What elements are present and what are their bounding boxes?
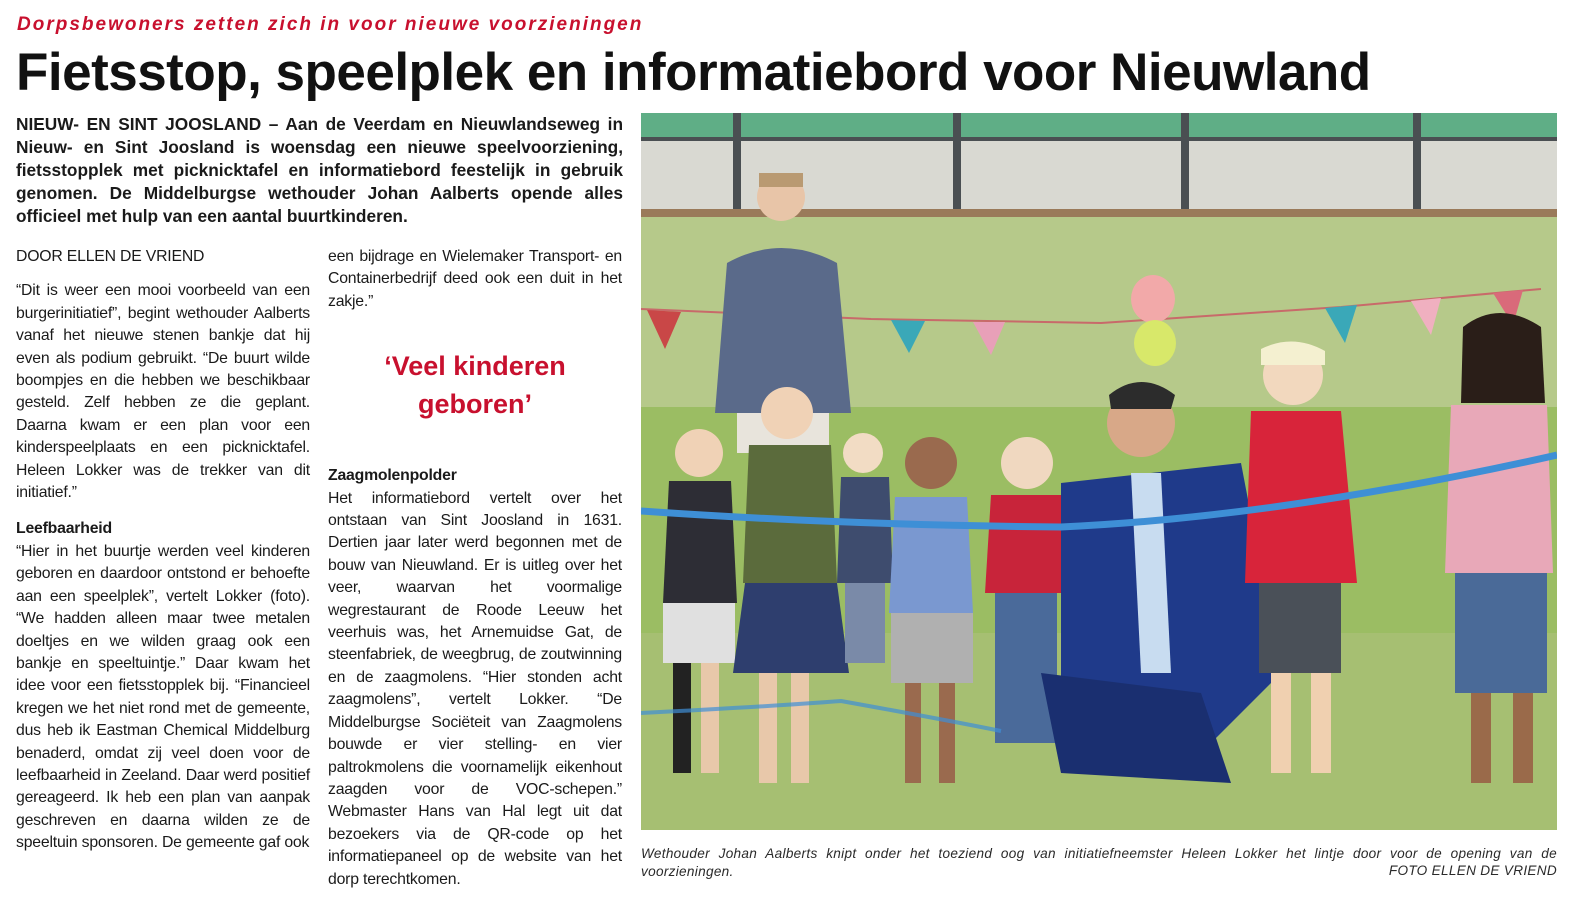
pull-quote-line: ‘Veel kinderen — [384, 351, 566, 382]
news-photo — [641, 113, 1557, 830]
photo-caption: Wethouder Johan Aalberts knipt onder het toeziend oog van initiatiefneemster Heleen Lokker het lintje door voor de opening van de voorzieningen. — [641, 846, 1557, 879]
paragraph: Het informatiebord vertelt over het ontstaan van Sint Joosland in 1631. Dertien jaar later werd begonnen met de bouw van Nieuwland. Er is uitleg over het veer, waarvan het voormalige wegrestaurant de Roode Leeuw het veerhuis was, het Arnemuidse Gat, de steenfabriek, de weegbrug, de zoutwinning en de zaagmolens. “Hier stonden acht zaagmolens”, vertelt Lokker. “De Middelburgse Sociëteit van Zaagmolens bouwde er vier stelling- en vier paltrokmolens die voornamelijk eikenhout zaagden voor de VOC-schepen.” Webmaster Hans van Hal legt uit dat bezoekers via de QR-code op het informatiepaneel op de website van het dorp terechtkomen. — [328, 489, 622, 888]
photo-credit: FOTO ELLEN DE VRIEND — [1388, 863, 1557, 878]
paragraph: “Hier in het buurtje werden veel kinderen geboren en daardoor ontstond er behoefte aan een speelplek”, vertelt Lokker (foto). “We hadden alleen maar twee metalen doeltjes en we wilden graag ook een bankje en speeltuintje.” Daar kwam het idee voor een fietsstopplek bij. “Financieel kregen we het niet rond met de gemeente, dus heb ik Eastman Chemical Middelburg benaderd, omdat zij veel doen voor de leefbaarheid in Zeeland. Daar werd positief gereageerd. Ik heb een plan van aanpak geschreven en daarna wilden ze de speeltuin sponsoren. De gemeente gaf ook — [16, 542, 310, 852]
subheading-leefbaarheid: Leefbaarheid — [16, 520, 112, 538]
column-2 — [328, 246, 622, 891]
column-1 — [16, 246, 310, 855]
headline: Fietsstop, speelplek en informatiebord voor Nieuwland — [16, 43, 1371, 102]
kicker: Dorpsbewoners zetten zich in voor nieuwe voorzieningen — [17, 14, 644, 35]
byline: DOOR ELLEN DE VRIEND — [16, 248, 205, 265]
paragraph: een bijdrage en Wielemaker Transport- en Containerbedrijf deed ook een duit in het zakje.” — [328, 248, 622, 310]
paragraph: “Dit is weer een mooi voorbeeld van een burgerinitiatief”, begint wethouder Aalberts vanaf het nieuwe stenen bankje dat hij even als podium gebruikt. “De buurt wilde boompjes en die hebben we beschikbaar gesteld. Zelf hebben ze die geplant. Daarna kwam er een plan voor een kinderspeelplaats en een picknicktafel. Heleen Lokker was de trekker van dit initiatief.” — [16, 282, 310, 502]
pull-quote-line: geboren’ — [417, 389, 532, 420]
pull-quote — [328, 347, 622, 423]
subheading-zaagmolenpolder: Zaagmolenpolder — [328, 467, 457, 485]
intro-paragraph: NIEUW- EN SINT JOOSLAND – Aan de Veerdam en Nieuwlandseweg in Nieuw- en Sint Joosland is woensdag een nieuwe speelvoorziening, fietsstopplek met picknicktafel en informatiebord feestelijk in gebruik genomen. De Middelburgse wethouder Johan Aalberts opende alles officieel met hulp van een aantal buurtkinderen. — [16, 114, 623, 226]
